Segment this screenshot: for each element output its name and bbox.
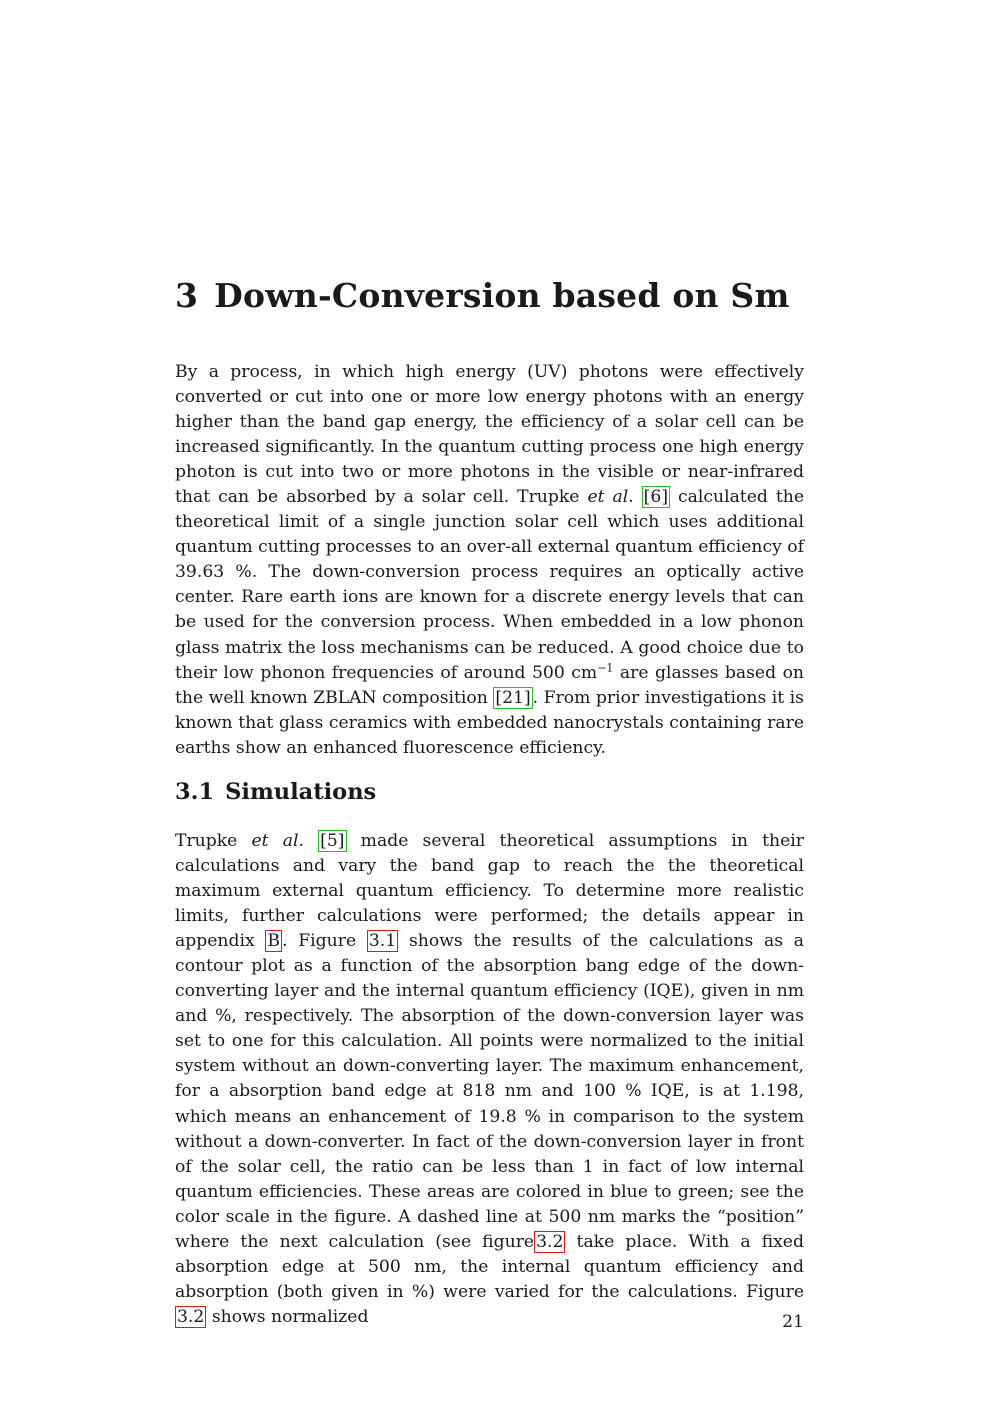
citation-link-6[interactable]: [6] <box>643 487 669 508</box>
sim-et-al: et al. <box>251 831 304 851</box>
sim-text-4: shows the results of the calculations as a contour plot as a function of the absorption bang edge of the down-converting layer and the internal quantum efficiency (IQE), given in nm and %, respectively. The absorption of the down-conversion layer was set to one for this calculation. All points were normalized to the initial system without an down-converting layer. The maximum enhancement, for a absorption band edge at 818 nm and 100 % IQE, is at 1.198, which means an enhancement of 19.8 % in comparison to the system without a down-converter. In fact of the down-conversion layer in front of the solar cell, the ratio can be less than 1 in fact of low internal quantum efficiencies. These areas are colored in blue to green; see the color scale in the figure. A dashed line at 500 nm marks the “position” where the next calculation (see figure <box>175 931 805 1252</box>
intro-text-2: calculated the theoretical limit of a single junction solar cell which uses additional quantum cutting processes to an over-all external quantum efficiency of 39.63 %. The down-conversion process requires an optically active center. Rare earth ions are known for a discrete energy levels that can be used for the conversion process. When embedded in a low phonon glass matrix the loss mechanisms can be reduced. A good choice due to their low phonon frequencies of around 500 cm <box>175 487 805 683</box>
citation-link-21[interactable]: [21] <box>495 687 531 708</box>
simulations-paragraph <box>175 829 804 1330</box>
figure-3-2-link-second[interactable]: 3.2 <box>177 1306 205 1327</box>
citation-link-5[interactable]: [5] <box>320 831 345 851</box>
sim-text-3: . Figure <box>282 931 357 952</box>
sim-text-2: made several theoretical assumptions in their calculations and vary the band gap to reach the the theoretical maximum external quantum efficiency. To determine more realistic limits, further calculations were performed; the details appear in appendix <box>175 831 805 952</box>
chapter-number: 3 <box>175 276 199 315</box>
sim-text-5: take place. With a fixed absorption edge at 500 nm, the internal quantum efficiency and absorption (both given in %) were varied for the calculations. Figure <box>175 1231 804 1302</box>
appendix-b-link[interactable]: B <box>267 931 281 952</box>
sim-text-6: shows normalized <box>211 1306 369 1327</box>
intro-text-1: By a process, in which high energy (UV) photons were effectively converted or cut into one or more low energy photons with an energy higher than the band gap energy, the efficiency of a solar cell can be increased significantly. In the quantum cutting process one high energy photon is cut into two or more photons in the visible or near-infrared that can be absorbed by a solar cell. Trupke <box>175 362 804 508</box>
section-title-text: Simulations <box>225 779 377 805</box>
chapter-title-text: Down-Conversion based on Sm <box>214 276 790 315</box>
intro-text-3: are glasses based on the well known ZBLAN composition <box>175 662 804 708</box>
intro-paragraph <box>175 360 804 761</box>
figure-3-1-link[interactable]: 3.1 <box>368 931 397 952</box>
intro-text-4: . From prior investigations it is known that glass ceramics with embedded nanocrystals containing rare earths show an enhanced fluorescence efficiency. <box>175 687 804 758</box>
page-number: 21 <box>782 1312 804 1332</box>
section-number: 3.1 <box>175 779 215 805</box>
section-title <box>175 776 376 808</box>
chapter-title <box>175 272 790 320</box>
figure-3-2-link[interactable]: 3.2 <box>536 1231 564 1252</box>
sim-text-1: Trupke <box>175 831 238 851</box>
unit-exponent: −1 <box>597 660 614 674</box>
intro-et-al: et al. <box>587 487 634 508</box>
